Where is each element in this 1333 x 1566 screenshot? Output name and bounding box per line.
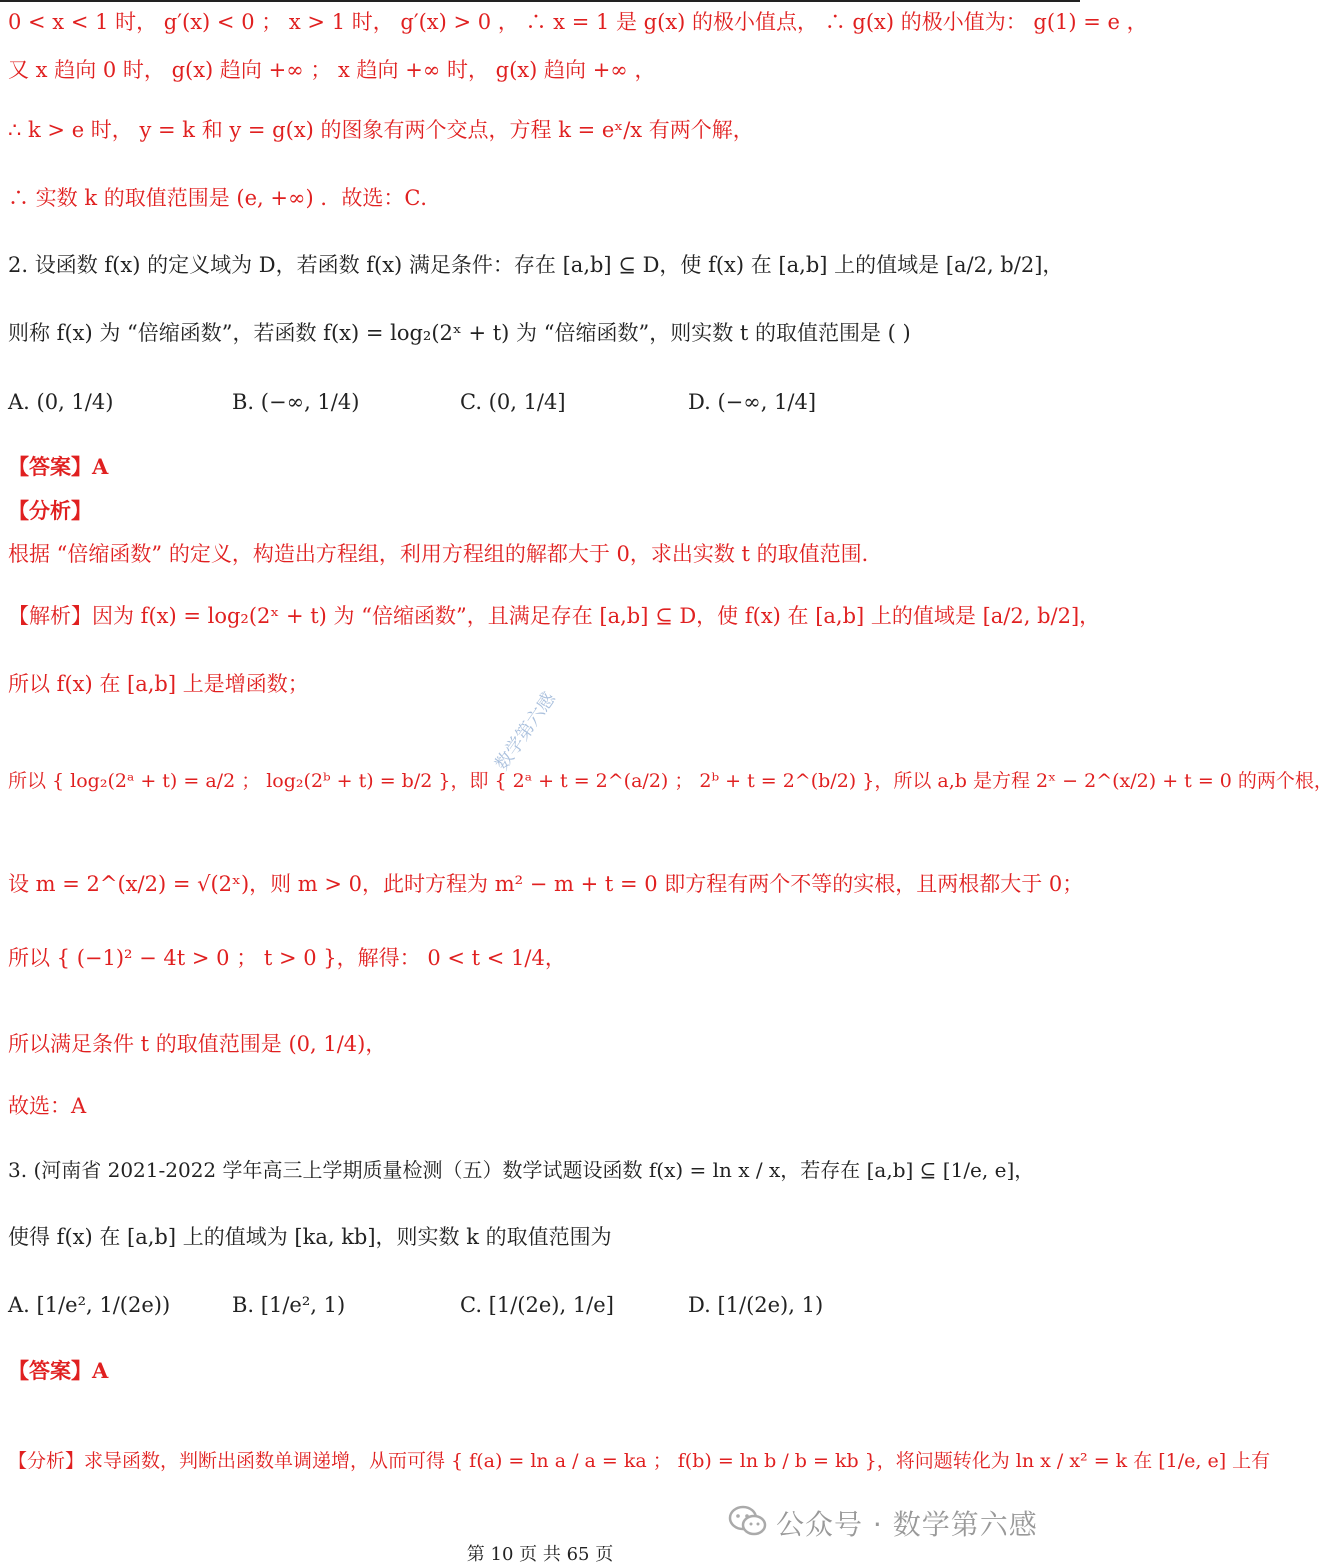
q3-stem-2: 使得 f(x) 在 [a,b] 上的值域为 [ka, kb]，则实数 k 的取值范围为: [8, 1225, 612, 1249]
q2-solution-5: 所以 { (−1)² − 4t > 0 ； t > 0 }，解得： 0 < t < 1/4，: [8, 946, 566, 970]
line-4: ∴ 实数 k 的取值范围是 (e, +∞) ．故选：C．: [8, 186, 442, 210]
q2-option-c: C. (0, 1/4]: [460, 390, 566, 414]
q2-option-a: A. (0, 1/4): [8, 390, 114, 414]
page-footer: 第 10 页 共 65 页: [466, 1544, 614, 1565]
q2-answer: 【答案】A: [8, 454, 109, 479]
watermark-text: 公众号 · 数学第六感: [776, 1508, 1038, 1541]
q2-solution-3: 所以 { log₂(2ᵃ + t) = a/2 ； log₂(2ᵇ + t) = b/2 }，即 { 2ᵃ + t = 2^(a/2) ； 2ᵇ + t = 2^(b/2) }，所以 a,b 是方程 2ˣ − 2^(x/2) + t = 0 的两个根，: [8, 770, 1333, 792]
top-rule: [0, 0, 1080, 2]
line-2: 又 x 趋向 0 时， g(x) 趋向 +∞ ； x 趋向 +∞ 时， g(x) 趋向 +∞ ，: [8, 58, 656, 82]
q3-option-b: B. [1/e², 1): [232, 1293, 346, 1317]
q3-answer: 【答案】A: [8, 1358, 109, 1383]
q2-conclusion: 故选：A: [8, 1094, 87, 1118]
q3-option-a: A. [1/e², 1/(2e)): [8, 1293, 171, 1317]
q3-stem-1: 3. (河南省 2021-2022 学年高三上学期质量检测（五）数学试题设函数 f(x) = ln x / x，若存在 [a,b] ⊆ [1/e, e]，: [8, 1158, 1035, 1182]
line-1: 0 < x < 1 时， g′(x) < 0 ； x > 1 时， g′(x) > 0 ， ∴ x = 1 是 g(x) 的极小值点， ∴ g(x) 的极小值为： g(1) = e ，: [8, 10, 1148, 34]
q3-analysis: 【分析】求导函数，判断出函数单调递增，从而可得 { f(a) = ln a / a = ka ； f(b) = ln b / b = kb }，将问题转化为 ln x / x² = k 在 [1/e, e] 上有: [8, 1450, 1271, 1472]
q2-solution-2: 所以 f(x) 在 [a,b] 上是增函数；: [8, 672, 309, 696]
q2-option-d: D. (−∞, 1/4]: [688, 390, 817, 414]
wechat-logo-icon: [728, 1504, 768, 1538]
q2-solution-6: 所以满足条件 t 的取值范围是 (0, 1/4)，: [8, 1032, 387, 1056]
q3-option-c: C. [1/(2e), 1/e]: [460, 1293, 614, 1317]
q2-solution-4: 设 m = 2^(x/2) = √(2ˣ)，则 m > 0，此时方程为 m² − m + t = 0 即方程有两个不等的实根，且两根都大于 0；: [8, 872, 1084, 896]
line-3: ∴ k > e 时， y = k 和 y = g(x) 的图象有两个交点，方程 k = eˣ/x 有两个解，: [8, 118, 754, 142]
q2-analysis-text: 根据 “倍缩函数” 的定义，构造出方程组，利用方程组的解都大于 0，求出实数 t 的取值范围．: [8, 542, 883, 566]
q2-stem-1: 2. 设函数 f(x) 的定义域为 D，若函数 f(x) 满足条件：存在 [a,b] ⊆ D，使 f(x) 在 [a,b] 上的值域是 [a/2, b/2]，: [8, 253, 1064, 277]
faint-watermark: 数学第六感: [491, 688, 561, 775]
q2-solution-1: 【解析】因为 f(x) = log₂(2ˣ + t) 为 “倍缩函数”，且满足存在 [a,b] ⊆ D，使 f(x) 在 [a,b] 上的值域是 [a/2, b/2]，: [8, 604, 1101, 628]
q2-analysis-heading: 【分析】: [8, 498, 92, 523]
q3-option-d: D. [1/(2e), 1): [688, 1293, 824, 1317]
q2-stem-2: 则称 f(x) 为 “倍缩函数”，若函数 f(x) = log₂(2ˣ + t) 为 “倍缩函数”，则实数 t 的取值范围是 ( ): [8, 321, 911, 345]
q2-option-b: B. (−∞, 1/4): [232, 390, 360, 414]
